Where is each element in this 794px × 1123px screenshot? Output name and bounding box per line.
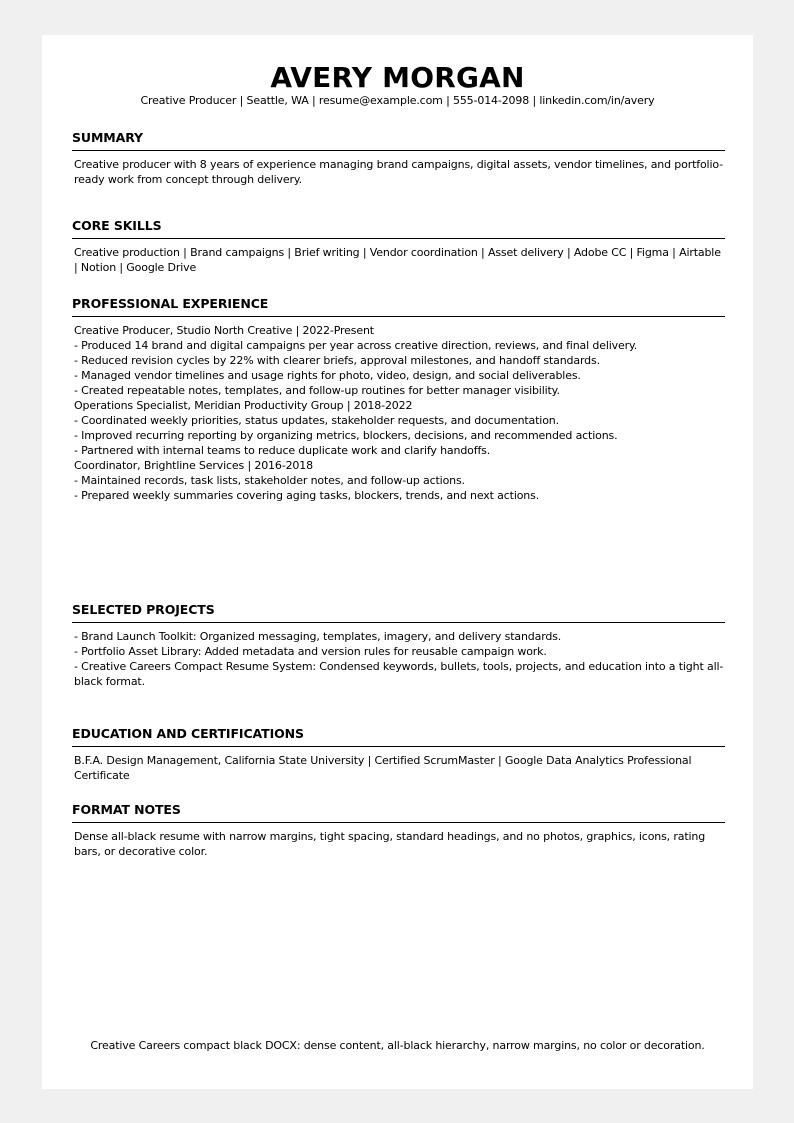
candidate-name: AVERY MORGAN <box>270 61 525 94</box>
projects-body <box>72 623 725 689</box>
format-notes-text: Dense all-black resume with narrow margins, tight spacing, standard headings, and no photos, graphics, icons, rating bars, or decorative color. <box>74 830 706 858</box>
summary-text: Creative producer with 8 years of experience managing brand campaigns, digital assets, vendor timelines, and portfolio-ready work from concept through delivery. <box>74 158 723 186</box>
experience-line: - Created repeatable notes, templates, and follow-up routines for better manager visibility. <box>74 384 560 397</box>
experience-line: - Improved recurring reporting by organizing metrics, blockers, decisions, and recommended actions. <box>74 429 618 442</box>
summary-section <box>72 130 725 187</box>
experience-line: - Partnered with internal teams to reduce duplicate work and clarify handoffs. <box>74 444 491 457</box>
page-footer: Creative Careers compact black DOCX: dense content, all-black hierarchy, narrow margins, no color or decoration. <box>90 1039 705 1052</box>
experience-section <box>72 296 725 503</box>
skills-text: Creative production | Brand campaigns | Brief writing | Vendor coordination | Asset delivery | Adobe CC | Figma | Airtable | Notion | Google Drive <box>74 246 721 274</box>
experience-heading: PROFESSIONAL EXPERIENCE <box>72 296 725 317</box>
experience-line: - Coordinated weekly priorities, status updates, stakeholder requests, and documentation. <box>74 414 559 427</box>
summary-heading: SUMMARY <box>72 130 725 151</box>
skills-section <box>72 218 725 275</box>
experience-line: Creative Producer, Studio North Creative | 2022-Present <box>74 324 374 337</box>
format-notes-section <box>72 802 725 859</box>
experience-line: - Produced 14 brand and digital campaigns per year across creative direction, reviews, and final delivery. <box>74 339 638 352</box>
resume-page <box>42 35 753 1089</box>
education-heading: EDUCATION AND CERTIFICATIONS <box>72 726 725 747</box>
format-notes-heading: FORMAT NOTES <box>72 802 725 823</box>
contact-line: Creative Producer | Seattle, WA | resume@example.com | 555-014-2098 | linkedin.com/in/avery <box>140 94 655 107</box>
education-text: B.F.A. Design Management, California State University | Certified ScrumMaster | Google Data Analytics Professional Certificate <box>74 754 692 782</box>
experience-line: Coordinator, Brightline Services | 2016-2018 <box>74 459 313 472</box>
experience-body <box>72 317 725 503</box>
project-line: - Brand Launch Toolkit: Organized messaging, templates, imagery, and delivery standards. <box>74 630 562 643</box>
experience-line: - Prepared weekly summaries covering aging tasks, blockers, trends, and next actions. <box>74 489 540 502</box>
project-line: - Creative Careers Compact Resume System: Condensed keywords, bullets, tools, projects, and education into a tight all-black format. <box>74 660 724 688</box>
skills-heading: CORE SKILLS <box>72 218 725 239</box>
experience-line: Operations Specialist, Meridian Productivity Group | 2018-2022 <box>74 399 413 412</box>
projects-heading: SELECTED PROJECTS <box>72 602 725 623</box>
experience-line: - Maintained records, task lists, stakeholder notes, and follow-up actions. <box>74 474 465 487</box>
resume-header <box>42 62 753 108</box>
experience-line: - Managed vendor timelines and usage rights for photo, video, design, and social deliverables. <box>74 369 581 382</box>
experience-line: - Reduced revision cycles by 22% with clearer briefs, approval milestones, and handoff standards. <box>74 354 600 367</box>
projects-section <box>72 602 725 689</box>
project-line: - Portfolio Asset Library: Added metadata and version rules for reusable campaign work. <box>74 645 547 658</box>
education-section <box>72 726 725 783</box>
